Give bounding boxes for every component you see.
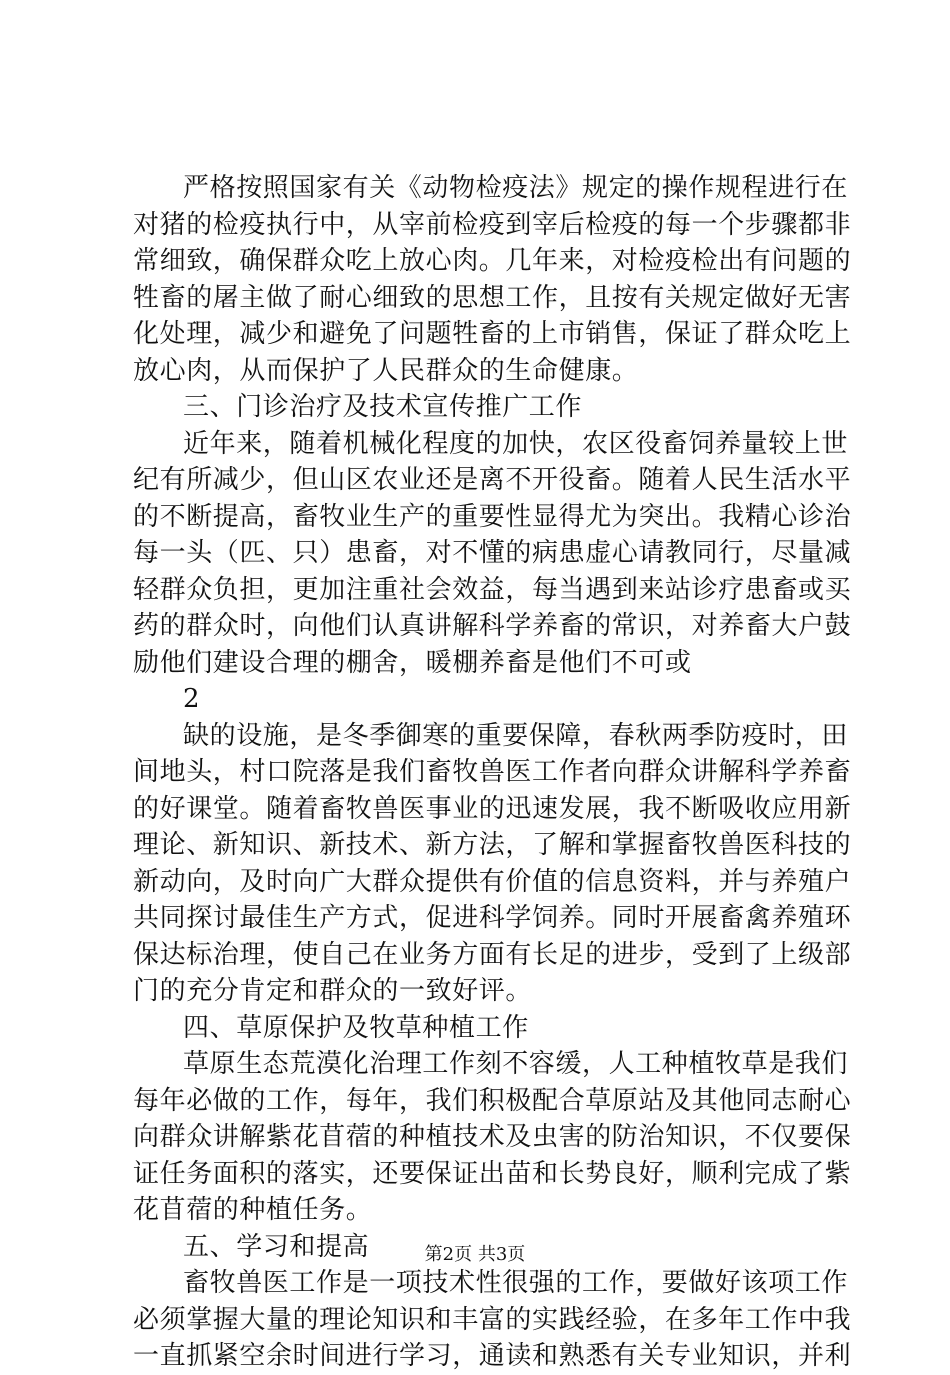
text-line: 励他们建设合理的棚舍，暖棚养畜是他们不可或: [133, 647, 692, 678]
page-footer: [0, 1243, 950, 1267]
text-line: 牲畜的屠主做了耐心细致的思想工作，且按有关规定做好无害: [133, 282, 852, 313]
text-line: 一直抓紧空余时间进行学习，通读和熟悉有关专业知识，并利: [133, 1341, 852, 1371]
text-line: 每一头（匹、只）患畜，对不懂的病患虚心请教同行，尽量减: [133, 538, 852, 568]
text-line: 放心肉，从而保护了人民群众的生命健康。: [133, 355, 639, 386]
text-line: 共同探讨最佳生产方式，促进科学饲养。同时开展畜禽养殖环: [133, 903, 852, 933]
section-heading: 四、草原保护及牧草种植工作: [183, 1012, 529, 1043]
text-line: 草原生态荒漠化治理工作刻不容缓，人工种植牧草是我们: [183, 1049, 849, 1079]
inline-page-number: 2: [183, 684, 201, 714]
text-line: 轻群众负担，更加注重社会效益，每当遇到来站诊疗患畜或买: [133, 574, 852, 605]
text-line: 花苜蓿的种植任务。: [133, 1195, 373, 1225]
text-line: 近年来，随着机械化程度的加快，农区役畜饲养量较上世: [183, 428, 849, 459]
text-line: 纪有所减少，但山区农业还是离不开役畜。随着人民生活水平: [133, 465, 852, 495]
text-line: 的好课堂。随着畜牧兽医事业的迅速发展，我不断吸收应用新: [133, 793, 852, 824]
text-line: 向群众讲解紫花苜蓿的种植技术及虫害的防治知识，不仅要保: [133, 1122, 852, 1152]
text-line: 化处理，减少和避免了问题牲畜的上市销售，保证了群众吃上: [133, 319, 852, 349]
text-line: 证任务面积的落实，还要保证出苗和长势良好，顺利完成了紫: [133, 1158, 852, 1189]
text-line: 对猪的检疫执行中，从宰前检疫到宰后检疫的每一个步骤都非: [133, 209, 852, 240]
text-line: 每年必做的工作，每年，我们积极配合草原站及其他同志耐心: [133, 1085, 852, 1116]
text-line: 严格按照国家有关《动物检疫法》规定的操作规程进行在: [183, 173, 849, 203]
document-body: [133, 170, 852, 1375]
text-line: 药的群众时，向他们认真讲解科学养畜的常识，对养畜大户鼓: [133, 611, 852, 641]
section-heading: 三、门诊治疗及技术宣传推广工作: [183, 392, 583, 422]
text-line: 缺的设施，是冬季御寒的重要保障，春秋两季防疫时，田: [183, 720, 849, 751]
page-indicator: 第2页 共3页: [424, 1244, 526, 1265]
text-line: 保达标治理，使自己在业务方面有长足的进步，受到了上级部: [133, 939, 852, 970]
text-line: 间地头，村口院落是我们畜牧兽医工作者向群众讲解科学养畜: [133, 757, 852, 787]
text-line: 必须掌握大量的理论知识和丰富的实践经验，在多年工作中我: [133, 1304, 852, 1335]
text-line: 的不断提高，畜牧业生产的重要性显得尤为突出。我精心诊治: [133, 501, 852, 532]
text-line: 常细致，确保群众吃上放心肉。几年来，对检疫检出有问题的: [133, 246, 852, 276]
text-line: 新动向，及时向广大群众提供有价值的信息资料，并与养殖户: [133, 866, 852, 897]
text-line: 畜牧兽医工作是一项技术性很强的工作，要做好该项工作: [183, 1268, 849, 1298]
text-line: 门的充分肯定和群众的一致好评。: [133, 976, 533, 1006]
text-line: 理论、新知识、新技术、新方法，了解和掌握畜牧兽医科技的: [133, 830, 852, 860]
section-heading: 五、学习和提高: [183, 1231, 370, 1262]
